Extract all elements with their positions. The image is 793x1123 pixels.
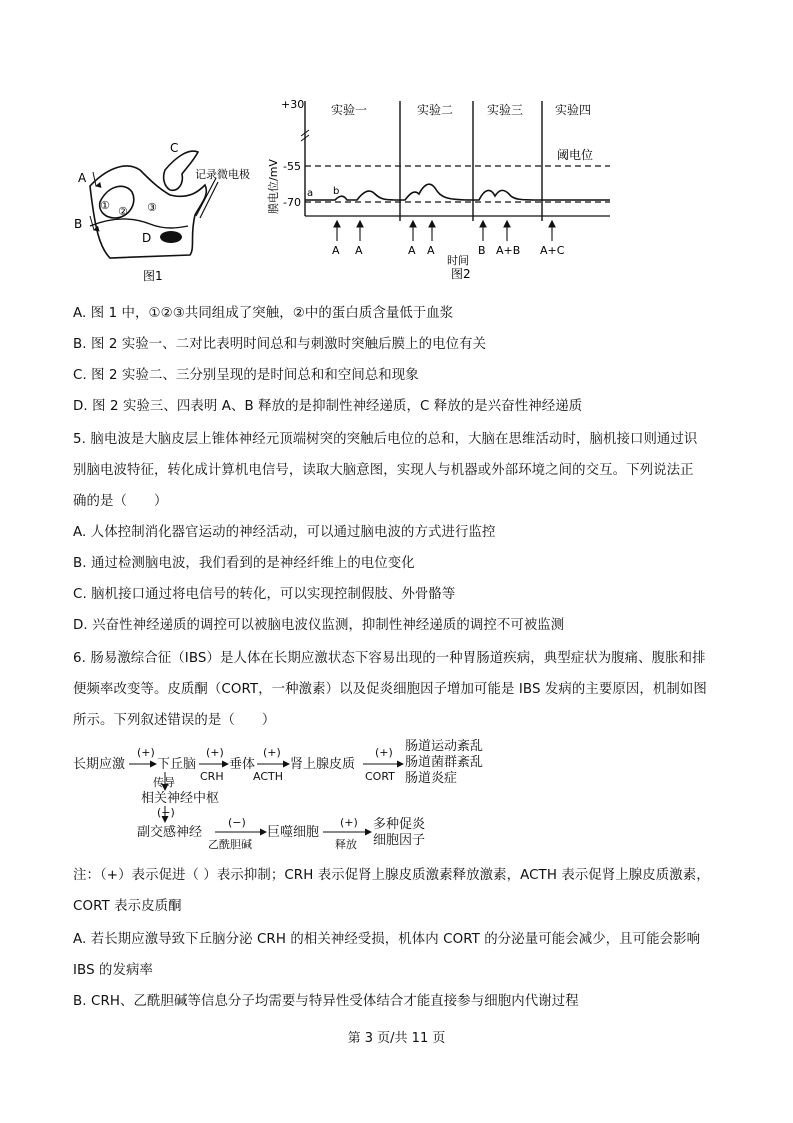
flow-pituitary: 垂体 — [229, 757, 256, 772]
x-axis-label: 时间 — [447, 254, 469, 267]
q6-note-line1: 注：（+）表示促进（ ）表示抑制；CRH 表示促肾上腺皮质激素释放激素，ACTH 表示促肾上腺皮质激素， — [73, 868, 710, 883]
y-tick-30: +30 — [281, 98, 305, 111]
q6-option-b: B. CRH、乙酰胆碱等信息分子均需要与特异性受体结合才能直接参与细胞内代谢过程 — [73, 994, 579, 1009]
fig1-label-d: D — [142, 231, 152, 245]
ibs-mechanism-diagram — [73, 736, 513, 854]
fig1-caption: 图1 — [143, 269, 163, 283]
fig1-label-b: B — [74, 217, 83, 231]
flow-conduct: 传导 — [153, 776, 175, 789]
flow-cytokine-1: 多种促炎 — [373, 817, 426, 832]
q5-stem-line1: 5. 脑电波是大脑皮层上锥体神经元顶端树突的突触后电位的总和，大脑在思维活动时，脑机接口则通过识 — [73, 432, 698, 447]
y-axis-label: 膜电位/mV — [267, 159, 280, 214]
flow-plus-4: (+) — [375, 746, 393, 759]
q6-stem-line3: 所示。下列叙述错误的是（ ） — [73, 713, 276, 728]
fig1-label-c: C — [170, 141, 179, 155]
fig1-label-a: A — [78, 171, 87, 185]
stim-2b: A — [427, 244, 435, 257]
fig1-mark-1: ① — [100, 199, 110, 212]
flow-plus-1: (+) — [137, 746, 155, 759]
q5-option-c: C. 脑机接口通过将电信号的转化，可以实现控制假肢、外骨骼等 — [73, 587, 456, 602]
flow-cytokine-2: 细胞因子 — [373, 833, 426, 848]
flow-minus-1: (−) — [157, 806, 175, 819]
axon-c — [164, 151, 198, 190]
exp3-label: 实验三 — [487, 103, 524, 117]
mark-a: a — [307, 188, 314, 199]
flow-release: 释放 — [335, 838, 357, 851]
stim-3b: A+B — [496, 244, 521, 257]
flow-acth: ACTH — [253, 770, 284, 783]
fig1-mark-3: ③ — [147, 201, 157, 214]
stim-3a: B — [478, 244, 486, 257]
membrane-trace — [305, 184, 610, 200]
y-tick-70: -70 — [283, 196, 301, 209]
flow-ach: 乙酰胆碱 — [208, 838, 252, 851]
q6-option-a-cont: IBS 的发病率 — [73, 963, 154, 978]
fig1-mark-2: ② — [118, 205, 128, 218]
q4-option-b: B. 图 2 实验一、二对比表明时间总和与刺激时突触后膜上的电位有关 — [73, 337, 487, 352]
stim-4: A+C — [540, 244, 565, 257]
q5-option-d: D. 兴奋性神经递质的调控可以被脑电波仪监测，抑制性神经递质的调控不可被监测 — [73, 618, 565, 633]
flow-parasym: 副交感神经 — [137, 825, 203, 840]
flow-plus-2: (+) — [206, 746, 224, 759]
figure-1 — [70, 130, 250, 290]
page-footer: 第 3 页/共 11 页 — [347, 1031, 446, 1046]
q4-option-a: A. 图 1 中，①②③共同组成了突触，②中的蛋白质含量低于血浆 — [73, 306, 454, 321]
flow-plus-5: (+) — [340, 816, 358, 829]
electrode — [196, 178, 216, 216]
q4-option-d: D. 图 2 实验三、四表明 A、B 释放的是抑制性神经递质，C 释放的是兴奋性神经递质 — [73, 399, 583, 414]
exp2-label: 实验二 — [417, 103, 454, 117]
flow-plus-3: (+) — [263, 746, 281, 759]
mark-b: b — [333, 186, 340, 197]
stim-1a: A — [332, 244, 340, 257]
threshold-label: 阈电位 — [557, 148, 594, 162]
q5-stem-line3: 确的是（ ） — [73, 494, 168, 509]
flow-center: 相关神经中枢 — [141, 791, 220, 806]
q6-note-line2: CORT 表示皮质酮 — [73, 899, 182, 914]
flow-macrophage: 巨噬细胞 — [267, 825, 320, 840]
q4-option-c: C. 图 2 实验二、三分别呈现的是时间总和和空间总和现象 — [73, 368, 419, 383]
stim-2a: A — [408, 244, 416, 257]
flow-cort: CORT — [365, 770, 395, 783]
q6-option-a: A. 若长期应激导致下丘脑分泌 CRH 的相关神经受损，机体内 CORT 的分泌量可能会减少，且可能会影响 — [73, 932, 701, 947]
fig1-electrode-label: 记录微电极 — [195, 168, 250, 181]
flow-effect-2: 肠道菌群紊乱 — [405, 755, 484, 770]
flow-minus-2: (−) — [228, 816, 246, 829]
exp1-label: 实验一 — [331, 103, 368, 117]
q5-stem-line2: 别脑电波特征，转化成计算机电信号，读取大脑意图，实现人与机器或外部环境之间的交互。下列说法正 — [73, 463, 694, 478]
fig2-caption: 图2 — [451, 267, 471, 281]
stim-1b: A — [355, 244, 363, 257]
flow-stress: 长期应激 — [73, 757, 126, 772]
q5-option-a: A. 人体控制消化器官运动的神经活动，可以通过脑电波的方式进行监控 — [73, 525, 496, 540]
flow-effect-1: 肠道运动紊乱 — [405, 739, 484, 754]
flow-adrenal: 肾上腺皮质 — [290, 757, 356, 772]
flow-crh: CRH — [200, 770, 224, 783]
q6-stem-line2: 便频率改变等。皮质酮（CORT，一种激素）以及促炎细胞因子增加可能是 IBS 发病的主要原因，机制如图 — [73, 682, 707, 697]
q5-option-b: B. 通过检测脑电波，我们看到的是神经纤维上的电位变化 — [73, 556, 415, 571]
nucleus-d — [160, 231, 182, 243]
flow-hypothalamus: 下丘脑 — [157, 757, 197, 772]
y-tick-55: -55 — [283, 160, 301, 173]
figure-2 — [265, 96, 625, 286]
exp4-label: 实验四 — [555, 103, 592, 117]
flow-effect-3: 肠道炎症 — [405, 771, 458, 786]
q6-stem-line1: 6. 肠易激综合征（IBS）是人体在长期应激状态下容易出现的一种胃肠道疾病，典型症状为腹痛、腹胀和排 — [73, 651, 706, 666]
